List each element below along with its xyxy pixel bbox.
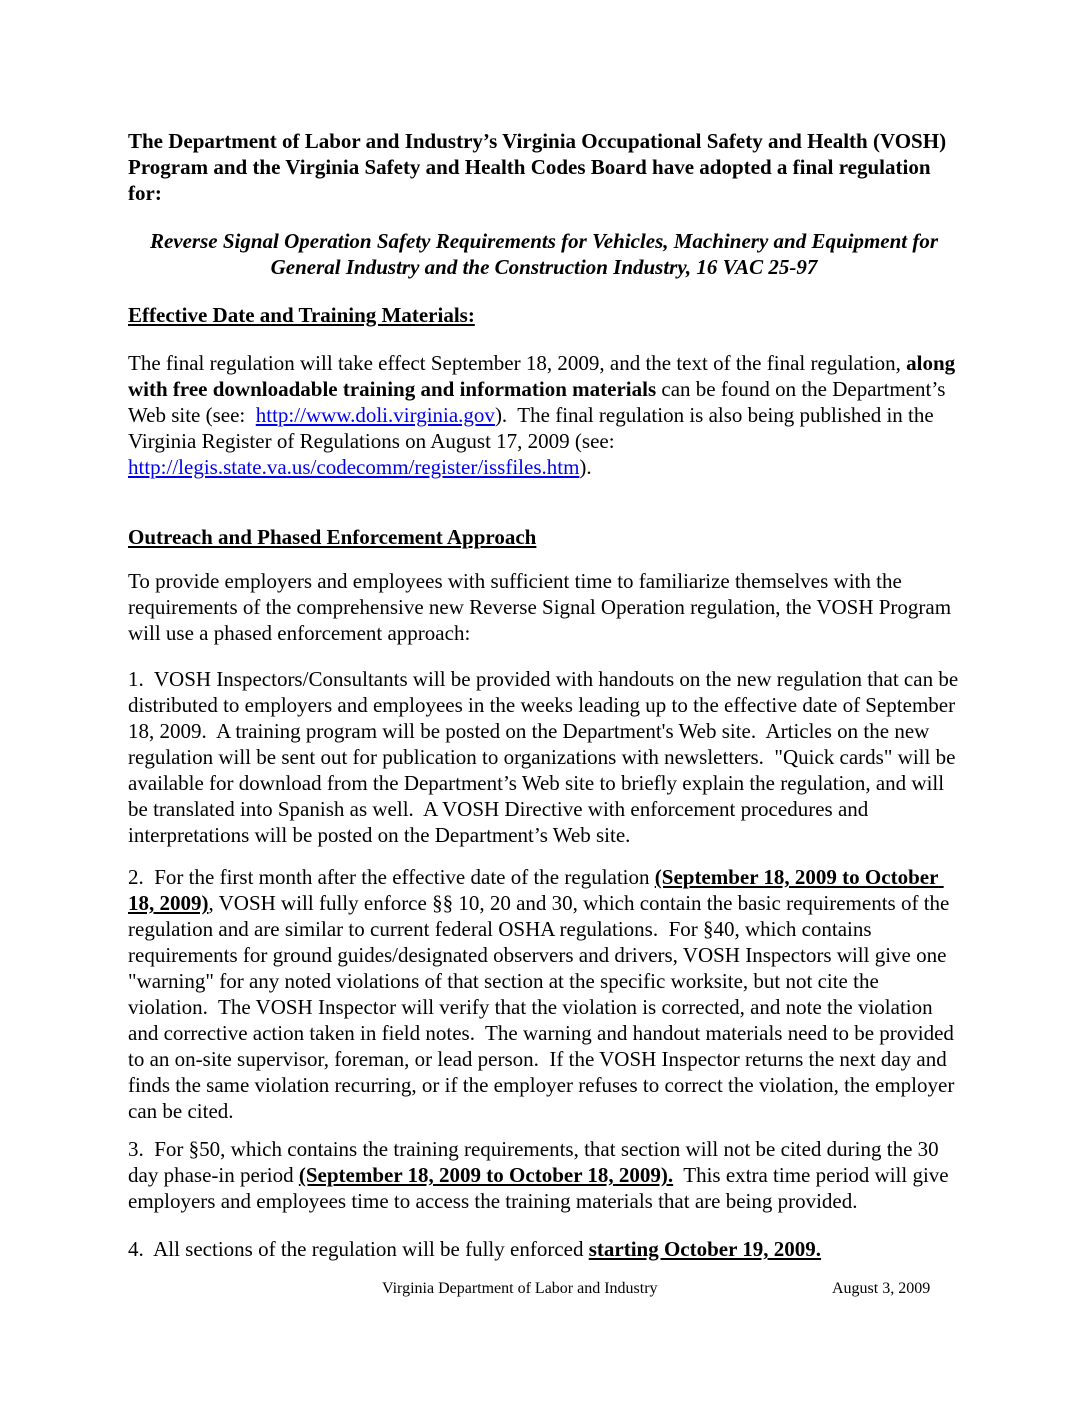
text-run: 2. For the first month after the effective date of the regulation — [128, 865, 655, 889]
list-item-1: 1. VOSH Inspectors/Consultants will be provided with handouts on the new regulation that can be distributed to employers and employees in the weeks leading up to the effective date of September 18, 2009. A training program will be posted on the Department's Web site. Articles on the new regulation will be sent out for publication to organizations with newsletters. "Quick cards" will be available for download from the Department’s Web site to briefly explain the regulation, and will be translated into Spanish as well. A VOSH Directive with enforcement procedures and interpretations will be posted on the Department’s Web site. — [128, 667, 964, 847]
page-footer — [128, 1279, 960, 1301]
text-run: The final regulation will take effect September 18, 2009, and the text of the final regulation, — [128, 351, 907, 375]
list-item-4 — [128, 1236, 960, 1262]
footer-date: August 3, 2009 — [832, 1280, 931, 1297]
text-run: , VOSH will fully enforce §§ 10, 20 and 30, which contain the basic requirements of the regulation and are similar to current federal OSHA regulations. For §40, which contains requirements for ground guides/designated observers and drivers, VOSH Inspectors will give one "warning" for any noted violations of that section at the specific worksite, but not cite the violation. The VOSH Inspector will verify that the violation is corrected, and note the violation and corrective action taken in field notes. The warning and handout materials need to be provided to an on-site supervisor, foreman, or lead person. If the VOSH Inspector returns the next day and finds the same violation recurring, or if the employer refuses to correct the violation, the employer can be cited. — [128, 891, 960, 1123]
bold-underline-run: (September 18, 2009 to October 18, 2009). — [298, 1163, 674, 1187]
regulation-title: Reverse Signal Operation Safety Requirements for Vehicles, Machinery and Equipment for General Industry and the Construction Industry, 16 VAC 25-97 — [149, 229, 944, 279]
intro-paragraph: The Department of Labor and Industry’s Virginia Occupational Safety and Health (VOSH) Program and the Virginia Safety and Health Codes Board have adopted a final regulation for: — [128, 129, 952, 205]
doli-website-link[interactable]: http://www.doli.virginia.gov — [255, 403, 495, 427]
list-item-3 — [128, 1136, 960, 1214]
effective-date-paragraph — [128, 350, 960, 480]
text-run: 4. All sections of the regulation will be fully enforced — [128, 1237, 589, 1261]
list-item-2 — [128, 864, 960, 1124]
section-heading-outreach: Outreach and Phased Enforcement Approach — [128, 525, 537, 549]
bold-underline-run: starting October 19, 2009. — [588, 1237, 822, 1261]
text-run: ). The final regulation is also being published in the Virginia Register of Regulations on August 17, 2009 (see: — [128, 403, 939, 453]
bold-underline-run: (September 18, 2009 to October 18, 2009) — [128, 865, 944, 915]
bold-run: along with free downloadable training and information materials — [128, 351, 961, 401]
footer-agency-name: Virginia Department of Labor and Industry — [382, 1280, 658, 1297]
text-run: 3. For §50, which contains the training requirements, that section will not be cited during the 30 day phase-in period — [128, 1137, 944, 1187]
text-run: ). — [579, 455, 592, 479]
section-heading-effective-date: Effective Date and Training Materials: — [128, 303, 475, 327]
virginia-register-link[interactable]: http://legis.state.va.us/codecomm/register/issfiles.htm — [128, 455, 580, 479]
text-run: This extra time period will give employers and employees time to access the training materials that are being provided. — [128, 1163, 954, 1213]
outreach-intro-paragraph: To provide employers and employees with sufficient time to familiarize themselves with the requirements of the comprehensive new Reverse Signal Operation regulation, the VOSH Program will use a phased enforcement approach: — [128, 569, 957, 645]
text-run: can be found on the Department’s Web site (see: — [128, 377, 951, 427]
